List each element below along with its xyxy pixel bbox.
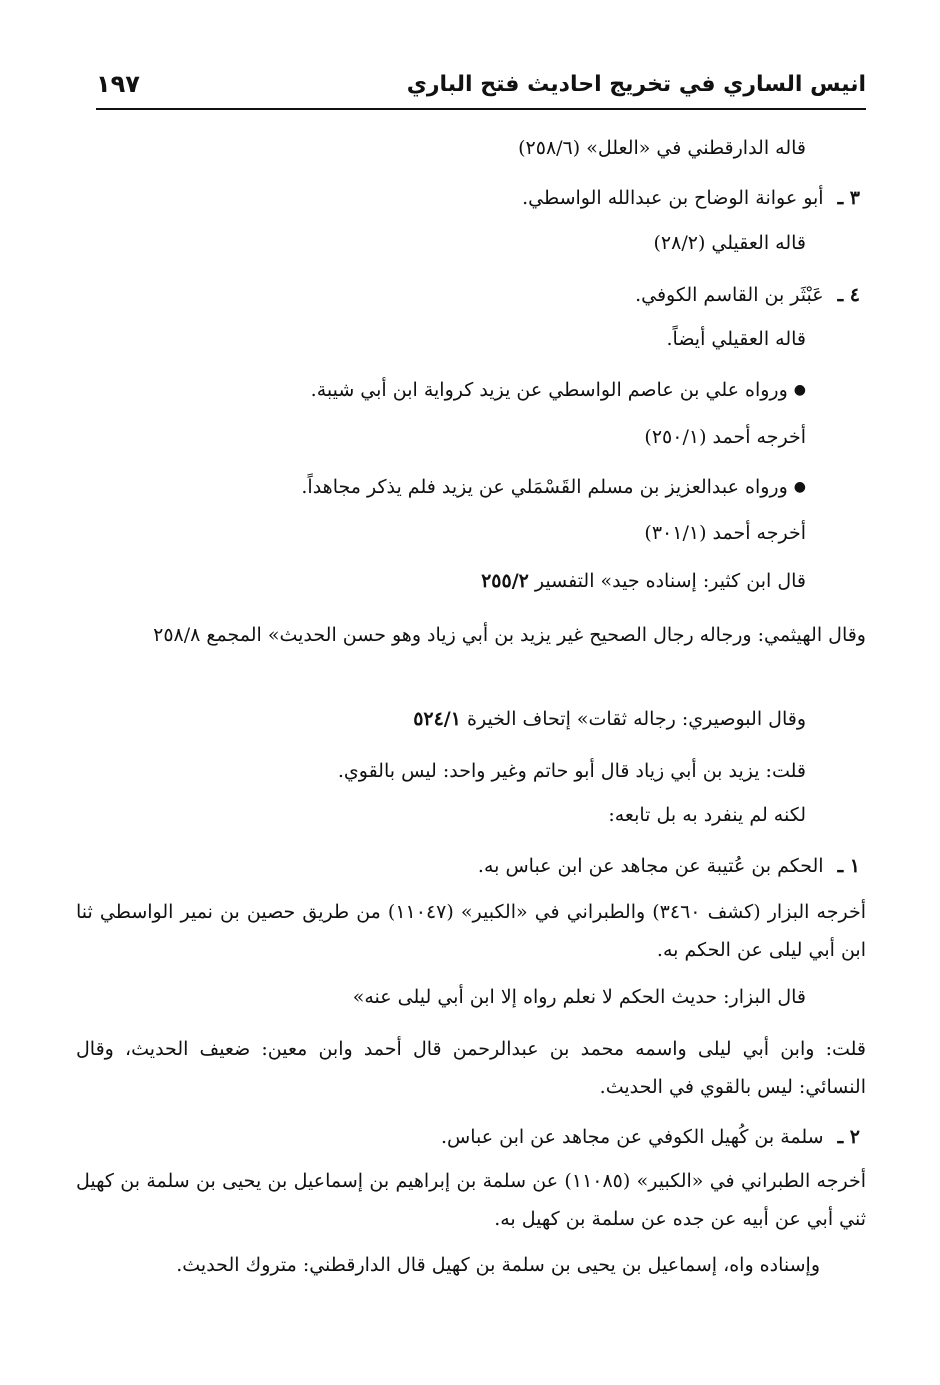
paragraph: أخرجه البزار (كشف ٣٤٦٠) والطبراني في «الكبير» (١١٠٤٧) من طريق حصين بن نمير الواسطي ثنا ابن أبي ليلى عن الحكم به.: [76, 901, 866, 961]
page-number: ١٩٧: [96, 70, 140, 98]
bullet-line: [301, 472, 806, 502]
quote-text: قال ابن كثير: إسناده جيد» التفسير: [534, 570, 806, 592]
item-text: أبو عوانة الوضاح بن عبدالله الواسطي.: [522, 187, 824, 209]
item-number: ٤ ـ: [837, 284, 860, 306]
reference: ٥٢٤/١: [413, 708, 461, 730]
text-line: وإسناده واه، إسماعيل بن يحيى بن سلمة بن كهيل قال الدارقطني: متروك الحديث.: [176, 1254, 820, 1276]
text-line: قال البزار: حديث الحكم لا نعلم رواه إلا ابن أبي ليلى عنه»: [352, 986, 806, 1008]
bullet-text: ورواه علي بن عاصم الواسطي عن يزيد كرواية ابن أبي شيبة.: [310, 379, 788, 401]
bullet-line: [311, 375, 806, 405]
text-line: قاله الدارقطني في «العلل» (٢٥٨/٦): [518, 137, 806, 159]
bullet-icon: ●: [793, 382, 806, 398]
paragraph: أخرجه الطبراني في «الكبير» (١١٠٨٥) عن سلمة بن إبراهيم بن إسماعيل بن يحيى بن سلمة بن كهيل ثني أبي عن أبيه عن جده عن سلمة بن كهيل به.: [76, 1170, 866, 1230]
numbered-item: [635, 280, 860, 310]
item-number: ١ ـ: [837, 855, 860, 877]
text-line: قاله العقيلي أيضاً.: [666, 328, 806, 350]
numbered-item: [441, 1122, 860, 1152]
text-line: أخرجه أحمد (٢٥٠/١): [644, 426, 806, 448]
item-text: سلمة بن كُهيل الكوفي عن مجاهد عن ابن عباس.: [440, 1126, 824, 1148]
book-title: انيس الساري في تخريج احاديث فتح الباري: [406, 72, 866, 97]
text-line: لكنه لم ينفرد به بل تابعه:: [608, 804, 806, 826]
item-text: الحكم بن عُتيبة عن مجاهد عن ابن عباس به.: [477, 855, 824, 877]
text-line: [413, 704, 806, 734]
header-rule: [96, 108, 866, 110]
item-number: ٣ ـ: [837, 187, 860, 209]
paragraph: قلت: وابن أبي ليلى واسمه محمد بن عبدالرحمن قال أحمد وابن معين: ضعيف الحديث، وقال النسائي: ليس بالقوي في الحديث.: [76, 1038, 866, 1098]
text-line: أخرجه أحمد (٣٠١/١): [644, 522, 806, 544]
text-line: قلت: يزيد بن أبي زياد قال أبو حاتم وغير واحد: ليس بالقوي.: [337, 760, 806, 782]
running-header: [96, 66, 866, 106]
quote-text: وقال البوصيري: رجاله ثقات» إتحاف الخيرة: [467, 708, 806, 730]
text-line: [481, 566, 806, 596]
reference: ٢٥٥/٢: [481, 570, 529, 592]
bullet-text: ورواه عبدالعزيز بن مسلم القَسْمَلي عن يزيد فلم يذكر مجاهداً.: [301, 476, 788, 498]
numbered-item: [478, 851, 860, 881]
item-number: ٢ ـ: [837, 1126, 860, 1148]
numbered-item: [522, 183, 860, 213]
item-text: عَبْثَر بن القاسم الكوفي.: [635, 284, 824, 306]
paragraph: وقال الهيثمي: ورجاله رجال الصحيح غير يزيد بن أبي زياد وهو حسن الحديث» المجمع ٢٥٨/٨: [153, 624, 866, 646]
text-line: قاله العقيلي (٢٨/٢): [653, 232, 806, 254]
bullet-icon: ●: [793, 479, 806, 495]
